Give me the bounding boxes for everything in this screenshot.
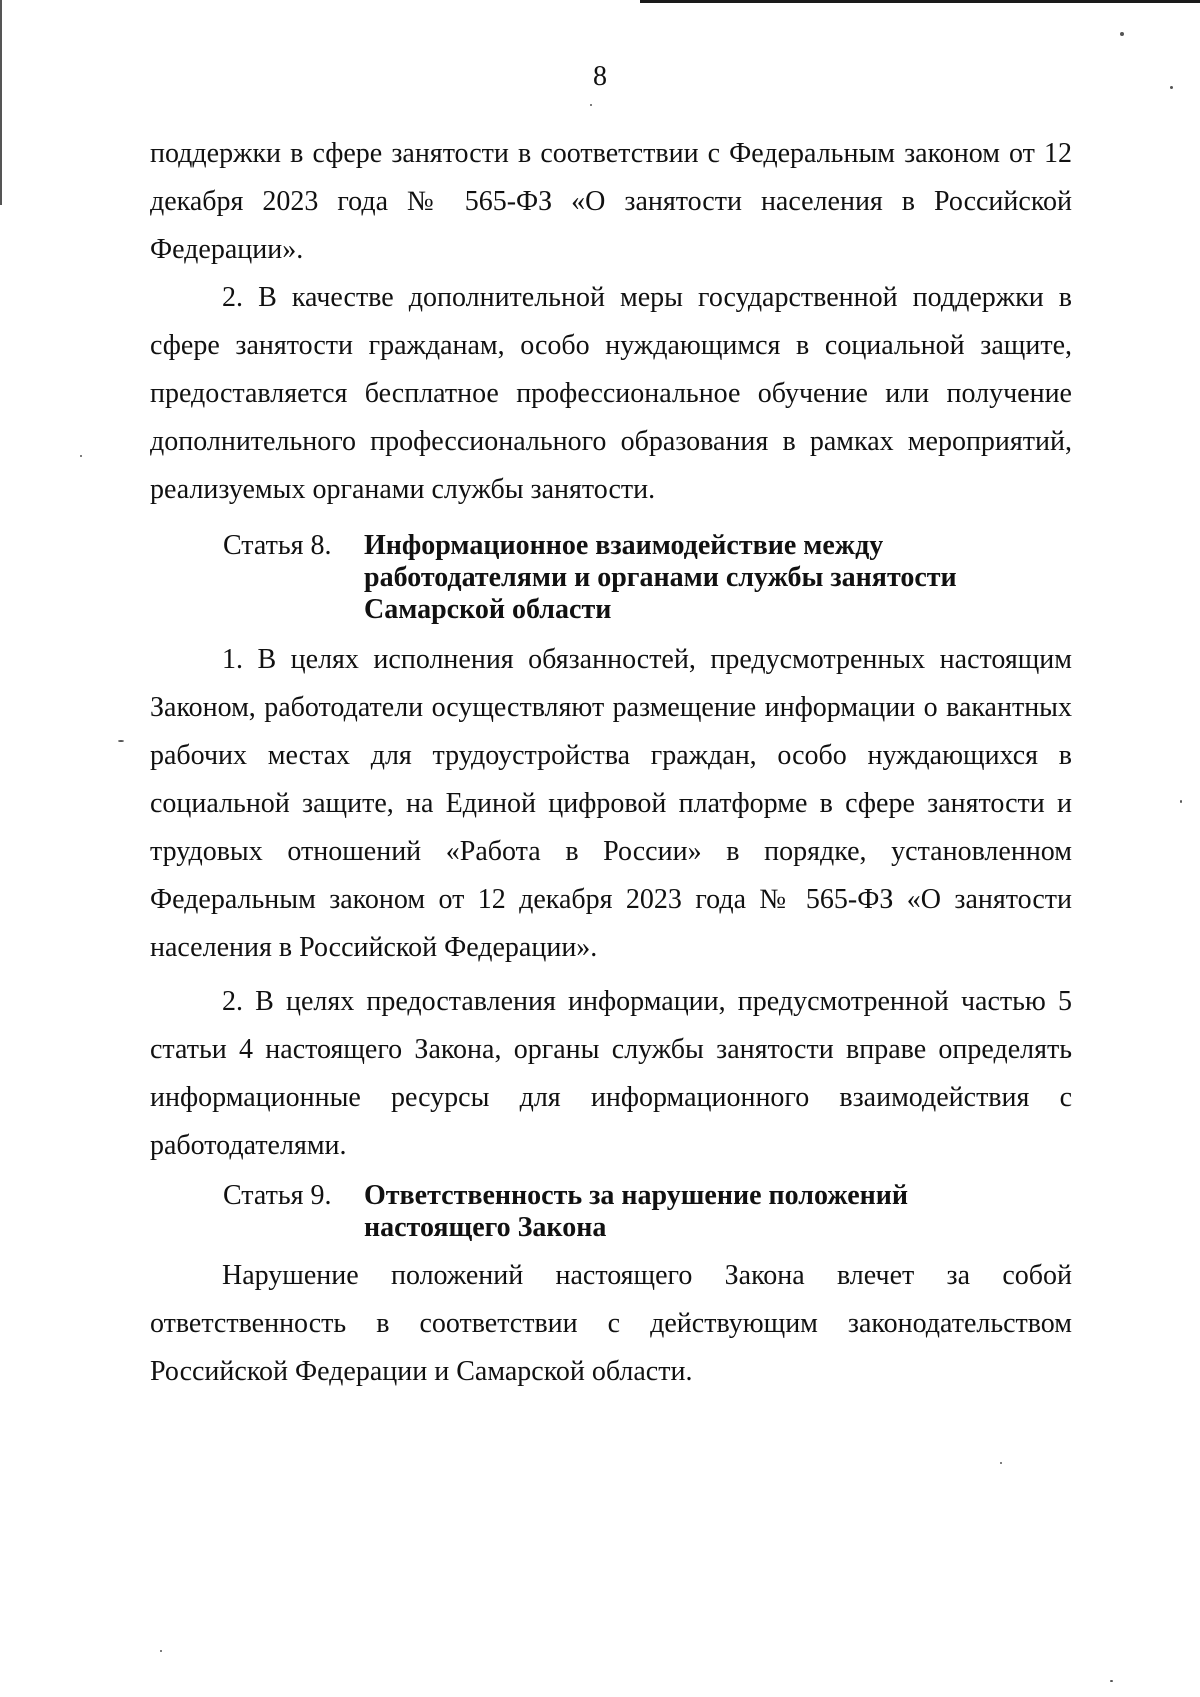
- scan-speck: [1120, 32, 1124, 36]
- article-number: Статья 8.: [223, 530, 332, 561]
- scan-speck: [590, 104, 592, 106]
- paragraph-text: 2. В целях предоставления информации, предусмотренной частью 5 статьи 4 настоящего Закона, органы службы занятости вправе определять информационные ресурсы для информационного взаимодействия с работодателями.: [150, 986, 1072, 1161]
- article-title: Информационное взаимодействие между работодателями и органами службы занятости Самарской области: [364, 530, 957, 625]
- scan-left-border: [0, 0, 2, 205]
- paragraph-continuation: [150, 130, 1072, 274]
- article-8-heading: [150, 530, 1072, 626]
- paragraph-text: Нарушение положений настоящего Закона влечет за собой ответственность в соответствии с действующим законодательством Российской Федерации и Самарской области.: [150, 1260, 1072, 1387]
- scan-speck: [1000, 1462, 1002, 1464]
- paragraph-text: 2. В качестве дополнительной меры государственной поддержки в сфере занятости гражданам, особо нуждающимся в социальной защите, предоставляется бесплатное профессиональное обучение или получение дополнительного профессионального образования в рамках мероприятий, реализуемых органами службы занятости.: [150, 282, 1072, 505]
- scan-speck: [1170, 86, 1173, 89]
- article-8-paragraph-1: [150, 636, 1072, 972]
- scan-speck: [1180, 800, 1182, 803]
- scan-speck: [118, 740, 124, 742]
- paragraph-text: 1. В целях исполнения обязанностей, предусмотренных настоящим Законом, работодатели осуществляют размещение информации о вакантных рабочих местах для трудоустройства граждан, особо нуждающихся в социальной защите, на Единой цифровой платформе в сфере занятости и трудовых отношений «Работа в России» в порядке, установленном Федеральным законом от 12 декабря 2023 года № 565-ФЗ «О занятости населения в Российской Федерации».: [150, 644, 1072, 963]
- article-9-heading: [150, 1180, 1072, 1244]
- article-9-paragraph: [150, 1252, 1072, 1396]
- scan-speck: [160, 1650, 162, 1652]
- article-8-paragraph-2: [150, 978, 1072, 1170]
- scan-top-border: [640, 0, 1200, 3]
- article-number: Статья 9.: [223, 1180, 332, 1211]
- scan-speck: [80, 455, 82, 457]
- paragraph-text: поддержки в сфере занятости в соответствии с Федеральным законом от 12 декабря 2023 года № 565-ФЗ «О занятости населения в Российской Федерации».: [150, 138, 1072, 265]
- page-number: 8: [593, 61, 607, 92]
- scan-speck: [1110, 1680, 1113, 1682]
- paragraph-item-2: [150, 274, 1072, 514]
- article-title: Ответственность за нарушение положений настоящего Закона: [364, 1180, 909, 1243]
